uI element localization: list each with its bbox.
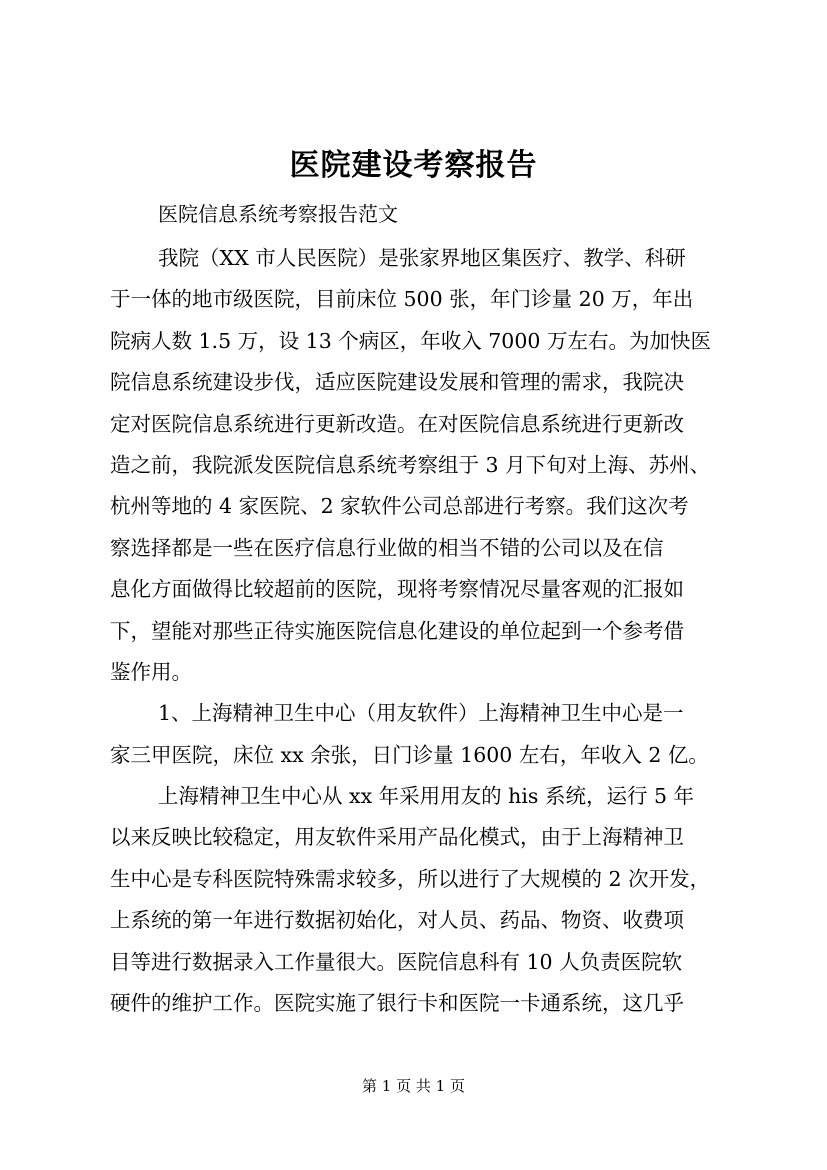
body-line: 杭州等地的 4 家医院、2 家软件公司总部进行考察。我们这次考 [110,494,689,519]
body-line: 1、上海精神卫生中心（用友软件）上海精神卫生中心是一 [158,701,684,726]
body-line: 造之前，我院派发医院信息系统考察组于 3 月下旬对上海、苏州、 [110,452,711,477]
body-line: 于一体的地市级医院，目前床位 500 张，年门诊量 20 万，年出 [110,287,694,312]
document-body [110,238,740,1024]
body-line: 院病人数 1.5 万，设 13 个病区，年收入 7000 万左右。为加快医 [110,328,711,353]
page-footer: 第 1 页 共 1 页 [362,1077,465,1095]
document-title: 医院建设考察报告 [289,148,538,183]
body-line: 目等进行数据录入工作量很大。医院信息科有 10 人负责医院软 [110,949,683,974]
body-line: 上系统的第一年进行数据初始化，对人员、药品、物资、收费项 [110,908,684,933]
body-line: 生中心是专科医院特殊需求较多，所以进行了大规模的 2 次开发， [110,866,711,891]
body-line: 上海精神卫生中心从 xx 年采用用友的 his 系统，运行 5 年 [158,784,695,809]
body-line: 硬件的维护工作。医院实施了银行卡和医院一卡通系统，这几乎 [110,991,684,1016]
body-line: 息化方面做得比较超前的医院，现将考察情况尽量客观的汇报如 [110,577,684,602]
body-line: 定对医院信息系统进行更新改造。在对医院信息系统进行更新改 [110,411,684,436]
document-subtitle: 医院信息系统考察报告范文 [158,202,398,226]
body-line: 察选择都是一些在医疗信息行业做的相当不错的公司以及在信 [110,535,664,560]
body-line: 鉴作用。 [110,659,192,684]
body-line: 院信息系统建设步伐，适应医院建设发展和管理的需求，我院决 [110,370,684,395]
body-line: 我院（XX 市人民医院）是张家界地区集医疗、教学、科研 [158,246,686,270]
body-line: 下，望能对那些正待实施医院信息化建设的单位起到一个参考借 [110,618,684,643]
body-line: 以来反映比较稳定，用友软件采用产品化模式，由于上海精神卫 [110,825,684,850]
body-line: 家三甲医院，床位 xx 余张，日门诊量 1600 左右，年收入 2 亿。 [110,742,709,767]
